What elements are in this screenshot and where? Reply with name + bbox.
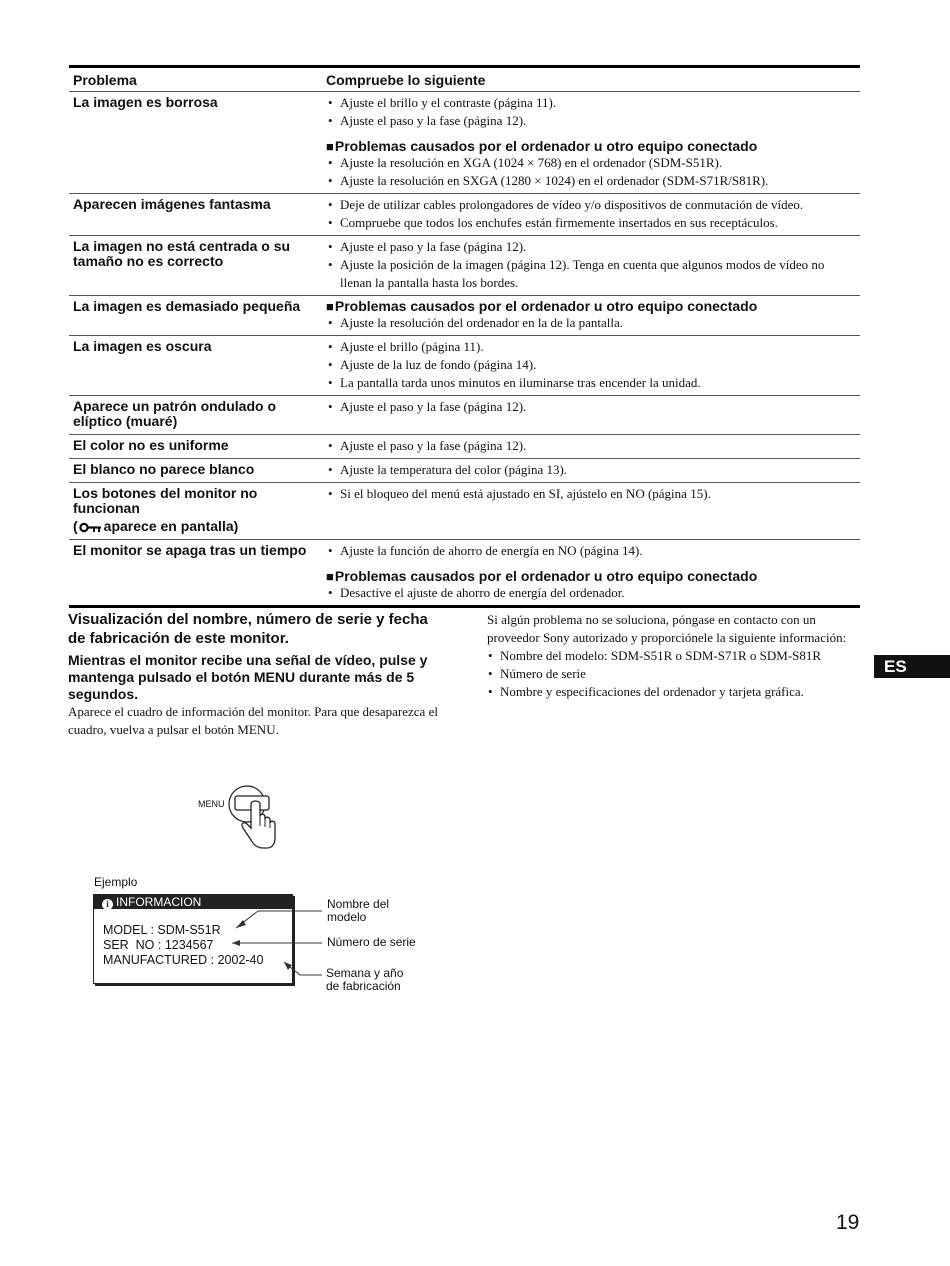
problem-text: Los botones del monitor no funcionan: [73, 485, 258, 516]
menu-label: MENU: [198, 799, 225, 809]
problem-cell: El color no es uniforme: [69, 435, 322, 459]
callout-model-name: Nombre del modelo: [327, 897, 390, 924]
body-text: Aparece el cuadro de información del monitor. Para que desaparezca el cuadro, vuelva a pulsar el botón MENU.: [68, 704, 438, 737]
table-row: [69, 540, 860, 607]
table-row: [69, 194, 860, 236]
check-cell: [322, 194, 860, 236]
check-item: • Deje de utilizar cables prolongadores de vídeo y/o dispositivos de conmutación de vídeo.: [326, 196, 856, 214]
table-row: [69, 296, 860, 336]
contact-intro: Si algún problema no se soluciona, póngase en contacto con un proveedor Sony autorizado y proporciónele la siguiente información:: [487, 612, 847, 645]
problem-cell: La imagen es demasiado pequeña: [69, 296, 322, 336]
check-item: • Si el bloqueo del menú está ajustado en SI, ajústelo en NO (página 15).: [326, 485, 856, 503]
check-item: • Ajuste la resolución en SXGA (1280 × 1024) en el ordenador (SDM-S71R/S81R).: [326, 172, 856, 190]
table-row: [69, 435, 860, 459]
problem-cell: El blanco no parece blanco: [69, 459, 322, 483]
check-item: • Ajuste el paso y la fase (página 12).: [326, 437, 856, 455]
check-item: • Ajuste la resolución en XGA (1024 × 768) en el ordenador (SDM-S51R).: [326, 154, 856, 172]
problem-cell: La imagen no está centrada o su tamaño no es correcto: [69, 236, 322, 296]
check-cell: [322, 540, 860, 607]
contact-item: • Nombre del modelo: SDM-S51R o SDM-S71R o SDM-S81R: [487, 647, 867, 665]
info-box-header: i INFORMACION: [94, 895, 292, 909]
check-item: • Ajuste la resolución del ordenador en la de la pantalla.: [326, 314, 856, 332]
info-display-section: [68, 610, 448, 739]
info-icon: i: [102, 899, 113, 910]
problem-cell: La imagen es borrosa: [69, 92, 322, 194]
check-item: • Desactive el ajuste de ahorro de energía del ordenador.: [326, 584, 856, 602]
pressing-hand-icon: [195, 782, 285, 857]
table-header-row: [69, 67, 860, 92]
table-row: [69, 92, 860, 194]
instruction-text: Mientras el monitor recibe una señal de vídeo, pulse y mantenga pulsado el botón MENU durante más de 5 segundos.: [68, 652, 428, 702]
check-item: • Ajuste el paso y la fase (página 12).: [326, 112, 856, 130]
check-cell: [322, 396, 860, 435]
contact-section: [487, 611, 867, 701]
page-number: 19: [836, 1211, 860, 1234]
header-problem: Problema: [69, 67, 322, 92]
problem-cell: La imagen es oscura: [69, 336, 322, 396]
check-cell: [322, 435, 860, 459]
language-tab: ES: [874, 655, 950, 678]
table-row: [69, 236, 860, 296]
table-row: [69, 459, 860, 483]
table-row: [69, 336, 860, 396]
check-item: • Ajuste el brillo y el contraste (página 11).: [326, 94, 856, 112]
information-box: [93, 894, 293, 984]
contact-item: • Número de serie: [487, 665, 867, 683]
problem-cell: [69, 483, 322, 540]
table-row: [69, 396, 860, 435]
check-item: • Ajuste la posición de la imagen (página 12). Tenga en cuenta que algunos modos de vídeo no llenan la pantalla hasta los bordes.: [326, 256, 856, 292]
check-item: • Ajuste de la luz de fondo (página 14).: [326, 356, 856, 374]
check-cell: [322, 236, 860, 296]
header-check: Compruebe lo siguiente: [322, 67, 860, 92]
callout-serial-number: Número de serie: [327, 935, 416, 949]
subheading: ■Problemas causados por el ordenador u otro equipo conectado: [326, 298, 758, 314]
key-lock-icon: [79, 522, 103, 533]
problem-note: ( aparece en pantalla): [73, 518, 239, 534]
check-cell: [322, 92, 860, 194]
problem-cell: El monitor se apaga tras un tiempo: [73, 542, 307, 558]
check-cell: [322, 459, 860, 483]
problem-cell: Aparece un patrón ondulado o elíptico (muaré): [69, 396, 322, 435]
menu-button-illustration: [195, 782, 285, 857]
check-item: • Ajuste la función de ahorro de energía en NO (página 14).: [326, 542, 856, 560]
problem-cell: Aparecen imágenes fantasma: [69, 194, 322, 236]
contact-item: • Nombre y especificaciones del ordenador y tarjeta gráfica.: [487, 683, 867, 701]
troubleshooting-table: [69, 65, 860, 608]
section-title: Visualización del nombre, número de serie y fecha de fabricación de este monitor.: [68, 611, 428, 647]
check-item: • Ajuste el paso y la fase (página 12).: [326, 238, 856, 256]
check-item: • La pantalla tarda unos minutos en iluminarse tras encender la unidad.: [326, 374, 856, 392]
table-row: [69, 483, 860, 540]
subheading: ■Problemas causados por el ordenador u otro equipo conectado: [326, 138, 758, 154]
callout-manufacture-date: Semana y año de fabricación: [326, 966, 404, 993]
serial-line: SER NO : 1234567: [103, 938, 214, 952]
subheading: ■Problemas causados por el ordenador u otro equipo conectado: [326, 568, 758, 584]
check-cell: [322, 336, 860, 396]
check-cell: [322, 296, 860, 336]
check-item: • Ajuste la temperatura del color (página 13).: [326, 461, 856, 479]
check-item: • Ajuste el paso y la fase (página 12).: [326, 398, 856, 416]
check-item: • Ajuste el brillo (página 11).: [326, 338, 856, 356]
model-line: MODEL : SDM-S51R: [103, 923, 221, 937]
check-item: • Compruebe que todos los enchufes están firmemente insertados en sus receptáculos.: [326, 214, 856, 232]
check-cell: [322, 483, 860, 540]
example-label: Ejemplo: [94, 875, 138, 889]
manufactured-line: MANUFACTURED : 2002-40: [103, 953, 264, 967]
